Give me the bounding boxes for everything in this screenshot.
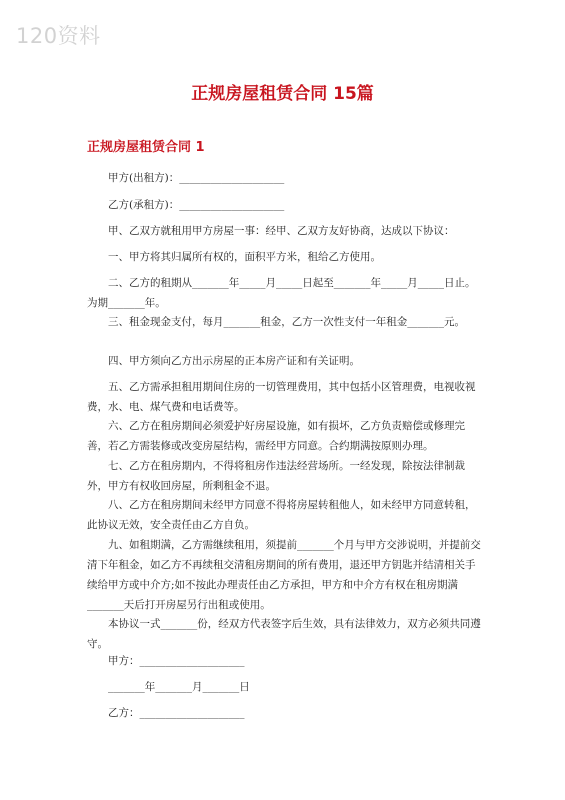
- clause-9: 九、如租期满，乙方需继续租用，须提前_______个月与甲方交涉说明，并提前交清下年租金，如乙方不再续租交清租房期间的所有费用，退还甲方钥匙并结清相关手续给甲方或中介方;如不按此办理责任由乙方承担，甲方和中介方有权在租房期满_______天后打开房屋另行出租或使用。: [87, 539, 481, 611]
- clause-8: 八、乙方在租房期间未经甲方同意不得将房屋转租他人，如未经甲方同意转租，此协议无效，安全责任由乙方自负。: [87, 499, 476, 531]
- clause-intro: 甲、乙双方就租用甲方房屋一事：经甲、乙双方友好协商，达成以下协议：: [108, 225, 455, 237]
- section-title: 正规房屋租赁合同 1: [87, 140, 205, 155]
- watermark-logo: 120资料: [16, 24, 101, 48]
- clause-2: 二、乙方的租期从_______年_____月_____日起至_______年_____月_____日止。为期_______年。: [87, 277, 476, 309]
- signature-party-b: 乙方：____________________: [108, 707, 245, 719]
- clause-4: 四、甲方须向乙方出示房屋的正本房产证和有关证明。: [108, 355, 360, 367]
- document-title: 正规房屋租赁合同 15篇: [191, 84, 374, 104]
- clause-7: 七、乙方在租房期内，不得将租房作违法经营场所。一经发现，除按法律制裁外，甲方有权收回房屋，所剩租金不退。: [87, 460, 465, 492]
- closing-clause: 本协议一式_______份，经双方代表签字后生效，具有法律效力，双方必须共同遵守。: [87, 618, 481, 650]
- clause-3: 三、租金现金支付，每月_______租金，乙方一次性支付一年租金_______元。: [108, 316, 465, 328]
- signature-party-a: 甲方：____________________: [108, 655, 245, 667]
- clause-1: 一、甲方将其归属所有权的，面积平方米，租给乙方使用。: [108, 251, 381, 263]
- clause-5: 五、乙方需承担租用期间住房的一切管理费用，其中包括小区管理费，电视收视费，水、电、煤气费和电话费等。: [87, 381, 476, 413]
- landlord-line: 甲方(出租方)：____________________: [108, 172, 285, 184]
- signature-date: _______年_______月_______日: [108, 681, 250, 693]
- tenant-line: 乙方(承租方)：____________________: [108, 199, 285, 211]
- clause-6: 六、乙方在租房期间必须爱护好房屋设施，如有损坏，乙方负责赔偿或修理完善，若乙方需装修或改变房屋结构，需经甲方同意。合约期满按原则办理。: [87, 420, 465, 452]
